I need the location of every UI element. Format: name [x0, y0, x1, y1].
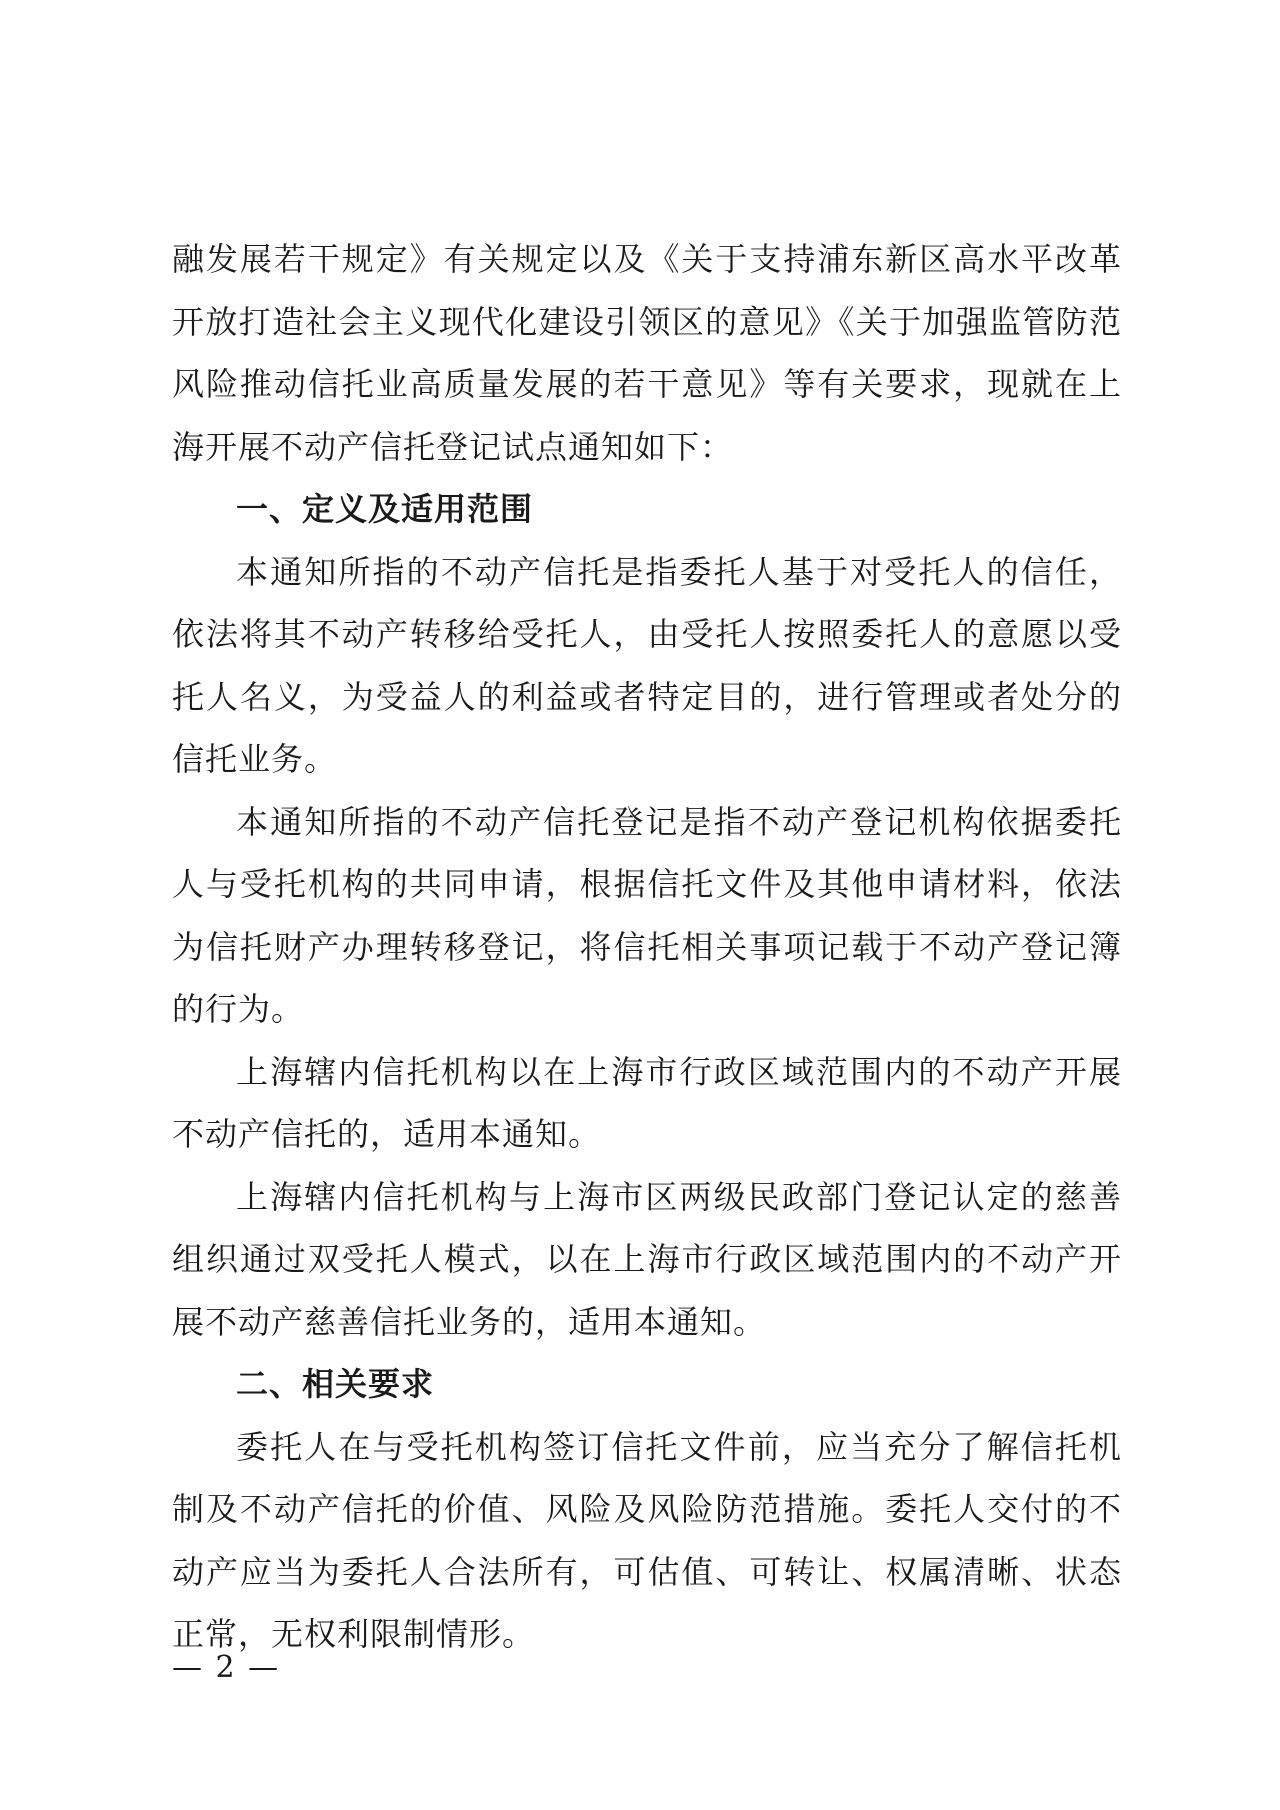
paragraph-definition-trust: 本通知所指的不动产信托是指委托人基于对受托人的信任，依法将其不动产转移给受托人，由受托人按照委托人的意愿以受托人名义，为受益人的利益或者特定目的，进行管理或者处分的信托业务。: [172, 552, 1122, 778]
document-body: [172, 228, 1122, 1666]
paragraph-definition-registration: 本通知所指的不动产信托登记是指不动产登记机构依据委托人与受托机构的共同申请，根据信托文件及其他申请材料，依法为信托财产办理转移登记，将信托相关事项记载于不动产登记簿的行为。: [172, 802, 1122, 1028]
section-heading-definition: 一、定义及适用范围: [236, 490, 534, 528]
page-number: — 2 —: [172, 1650, 281, 1685]
section-heading-requirements: 二、相关要求: [236, 1365, 435, 1403]
paragraph-scope-trust: 上海辖内信托机构以在上海市行政区域范围内的不动产开展不动产信托的，适用本通知。: [172, 1052, 1122, 1153]
paragraph-requirements: 委托人在与受托机构签订信托文件前，应当充分了解信托机制及不动产信托的价值、风险及风险防范措施。委托人交付的不动产应当为委托人合法所有，可估值、可转让、权属清晰、状态正常，无权利限制情形。: [172, 1427, 1122, 1653]
paragraph-intro: 融发展若干规定》有关规定以及《关于支持浦东新区高水平改革开放打造社会主义现代化建设引领区的意见》《关于加强监管防范风险推动信托业高质量发展的若干意见》等有关要求，现就在上海开展不动产信托登记试点通知如下：: [172, 240, 1122, 466]
paragraph-scope-charity: 上海辖内信托机构与上海市区两级民政部门登记认定的慈善组织通过双受托人模式，以在上海市行政区域范围内的不动产开展不动产慈善信托业务的，适用本通知。: [172, 1177, 1122, 1341]
